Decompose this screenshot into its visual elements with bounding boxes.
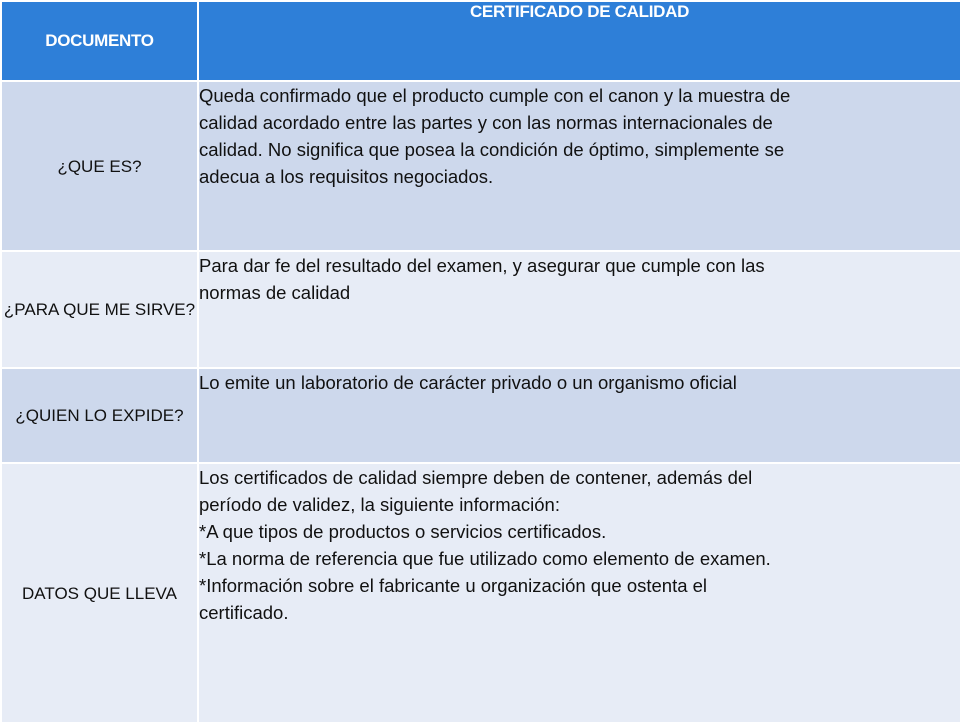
content-line: Queda confirmado que el producto cumple con el canon y la muestra de [199, 85, 791, 106]
content-line: Para dar fe del resultado del examen, y asegurar que cumple con las [199, 255, 765, 276]
content-line: calidad. No significa que posea la condición de óptimo, simplemente se [199, 139, 785, 160]
content-line: Lo emite un laboratorio de carácter privado o un organismo oficial [199, 372, 737, 393]
row-content-quien [198, 368, 960, 463]
row-label-para-que: ¿PARA QUE ME SIRVE? [1, 251, 198, 368]
row-label-quien: ¿QUIEN LO EXPIDE? [1, 368, 198, 463]
content-line: Los certificados de calidad siempre deben de contener, además del [199, 467, 753, 488]
row-label-datos: DATOS QUE LLEVA [1, 463, 198, 723]
row-content-datos [198, 463, 960, 723]
table-row-que-es [1, 81, 960, 251]
row-content-para-que [198, 251, 960, 368]
row-label-que-es: ¿QUE ES? [1, 81, 198, 251]
content-line: *Información sobre el fabricante u organización que ostenta el [199, 575, 708, 596]
header-row [1, 1, 960, 81]
content-line: normas de calidad [199, 282, 351, 303]
content-line: certificado. [199, 602, 289, 623]
content-line: adecua a los requisitos negociados. [199, 166, 494, 187]
header-documento: DOCUMENTO [1, 1, 198, 81]
table-row-datos [1, 463, 960, 723]
content-line: *A que tipos de productos o servicios certificados. [199, 521, 607, 542]
header-certificado: CERTIFICADO DE CALIDAD [198, 1, 960, 81]
content-line: calidad acordado entre las partes y con las normas internacionales de [199, 112, 773, 133]
table-row-quien [1, 368, 960, 463]
table-row-para-que [1, 251, 960, 368]
content-line: *La norma de referencia que fue utilizado como elemento de examen. [199, 548, 771, 569]
content-line: período de validez, la siguiente información: [199, 494, 560, 515]
row-content-que-es [198, 81, 960, 251]
